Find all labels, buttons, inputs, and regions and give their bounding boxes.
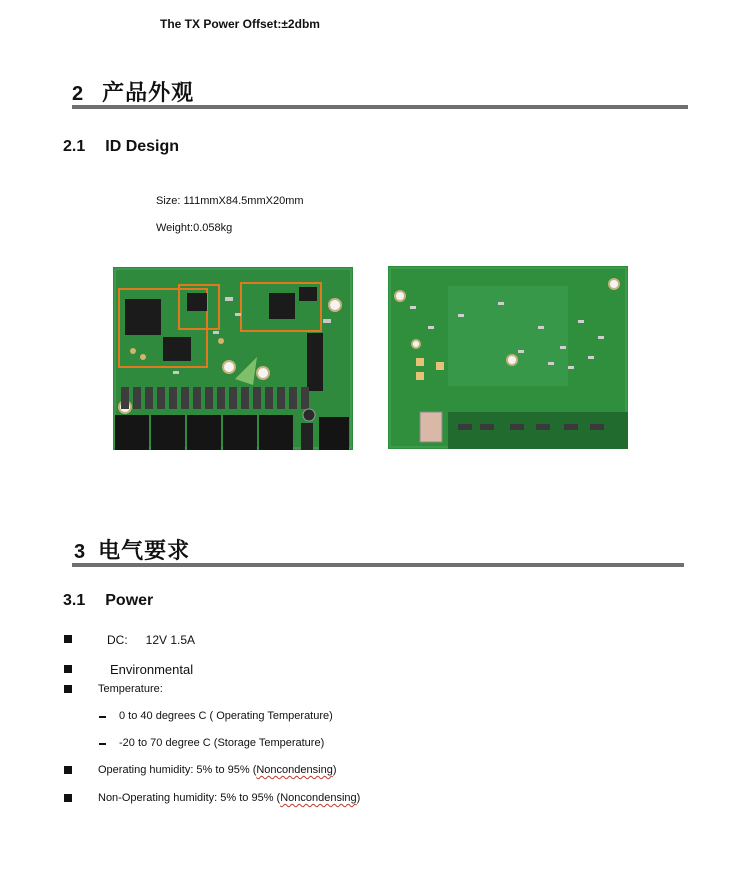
- dc-line: [107, 633, 195, 647]
- non-operating-humidity: [98, 792, 360, 804]
- temperature-label: Temperature:: [98, 683, 163, 695]
- non-operating-humidity-prefix: Non-Operating humidity: 5% to 95% (: [98, 792, 281, 804]
- operating-humidity-suffix: ): [332, 764, 337, 776]
- dash-icon: [99, 743, 106, 745]
- subsection-3-1-number: 3.1: [63, 592, 86, 609]
- temp-operating: 0 to 40 degrees C ( Operating Temperature): [119, 710, 333, 722]
- tx-power-offset: The TX Power Offset:±2dbm: [160, 17, 320, 31]
- subsection-3-1-title: Power: [105, 592, 154, 609]
- section-3-number: 3: [74, 541, 87, 563]
- section-3-rule: [72, 563, 684, 567]
- bullet-icon: [64, 766, 72, 774]
- operating-humidity-word: Noncondensing: [256, 764, 333, 776]
- section-3-title: 电气要求: [98, 538, 191, 563]
- operating-humidity: [98, 764, 336, 776]
- subsection-2-1-heading: [63, 138, 179, 156]
- bullet-icon: [64, 665, 72, 673]
- temp-storage: -20 to 70 degree C (Storage Temperature): [119, 737, 325, 749]
- section-3-heading: [74, 534, 190, 565]
- non-operating-humidity-suffix: ): [356, 792, 361, 804]
- dc-label: DC:: [107, 633, 128, 647]
- pcb-bottom-view-image: [388, 266, 628, 449]
- pcb-top-view-image: [113, 267, 353, 450]
- section-2-number: 2: [72, 83, 85, 105]
- bullet-icon: [64, 635, 72, 643]
- subsection-2-1-number: 2.1: [63, 138, 86, 155]
- board-size: Size: 111mmX84.5mmX20mm: [156, 195, 304, 207]
- non-operating-humidity-word: Noncondensing: [280, 792, 357, 804]
- dc-value: 12V 1.5A: [145, 633, 196, 647]
- bullet-icon: [64, 685, 72, 693]
- bullet-icon: [64, 794, 72, 802]
- board-weight: Weight:0.058kg: [156, 222, 233, 234]
- section-2-title: 产品外观: [102, 80, 195, 105]
- section-2-rule: [72, 105, 688, 109]
- operating-humidity-prefix: Operating humidity: 5% to 95% (: [98, 764, 257, 776]
- section-2-heading: [72, 76, 194, 107]
- subsection-2-1-title: ID Design: [105, 138, 180, 155]
- subsection-3-1-heading: [63, 592, 153, 610]
- environmental-label: Environmental: [110, 662, 194, 677]
- dash-icon: [99, 716, 106, 718]
